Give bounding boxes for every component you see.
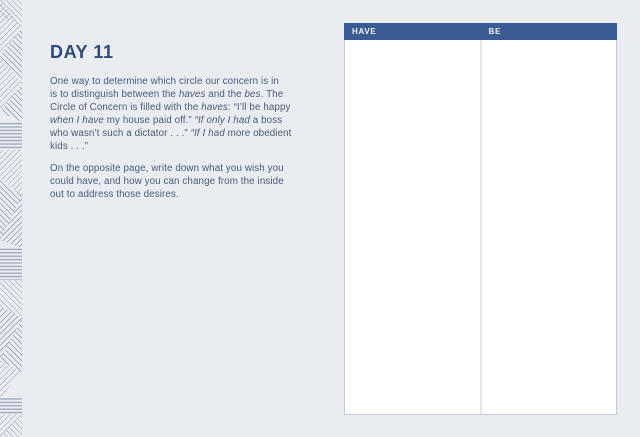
be-column-writing-area bbox=[482, 40, 617, 414]
intro-paragraph-2: On the opposite page, write down what you wish you could have, and how you can change from the inside out to address those desires. bbox=[50, 163, 284, 200]
day-intro-section bbox=[50, 42, 350, 201]
table-header-row bbox=[344, 23, 617, 40]
have-column-writing-area bbox=[345, 40, 480, 414]
column-header-be: BE bbox=[488, 27, 502, 36]
intro-paragraph-1: One way to determine which circle our concern is in is to distinguish between the haves and the bes. The Circle of Concern is filled with the haves: “I’ll be happy when I have my house paid off.” “If only I had a boss who wasn’t such a dictator . . .” “If I had more obedient kids . . .” bbox=[50, 76, 292, 152]
page-title: DAY 11 bbox=[50, 42, 114, 62]
table-body bbox=[345, 40, 616, 414]
column-header-have: HAVE bbox=[352, 27, 377, 36]
decorative-pattern-strip bbox=[0, 0, 22, 437]
have-be-table bbox=[344, 23, 617, 415]
